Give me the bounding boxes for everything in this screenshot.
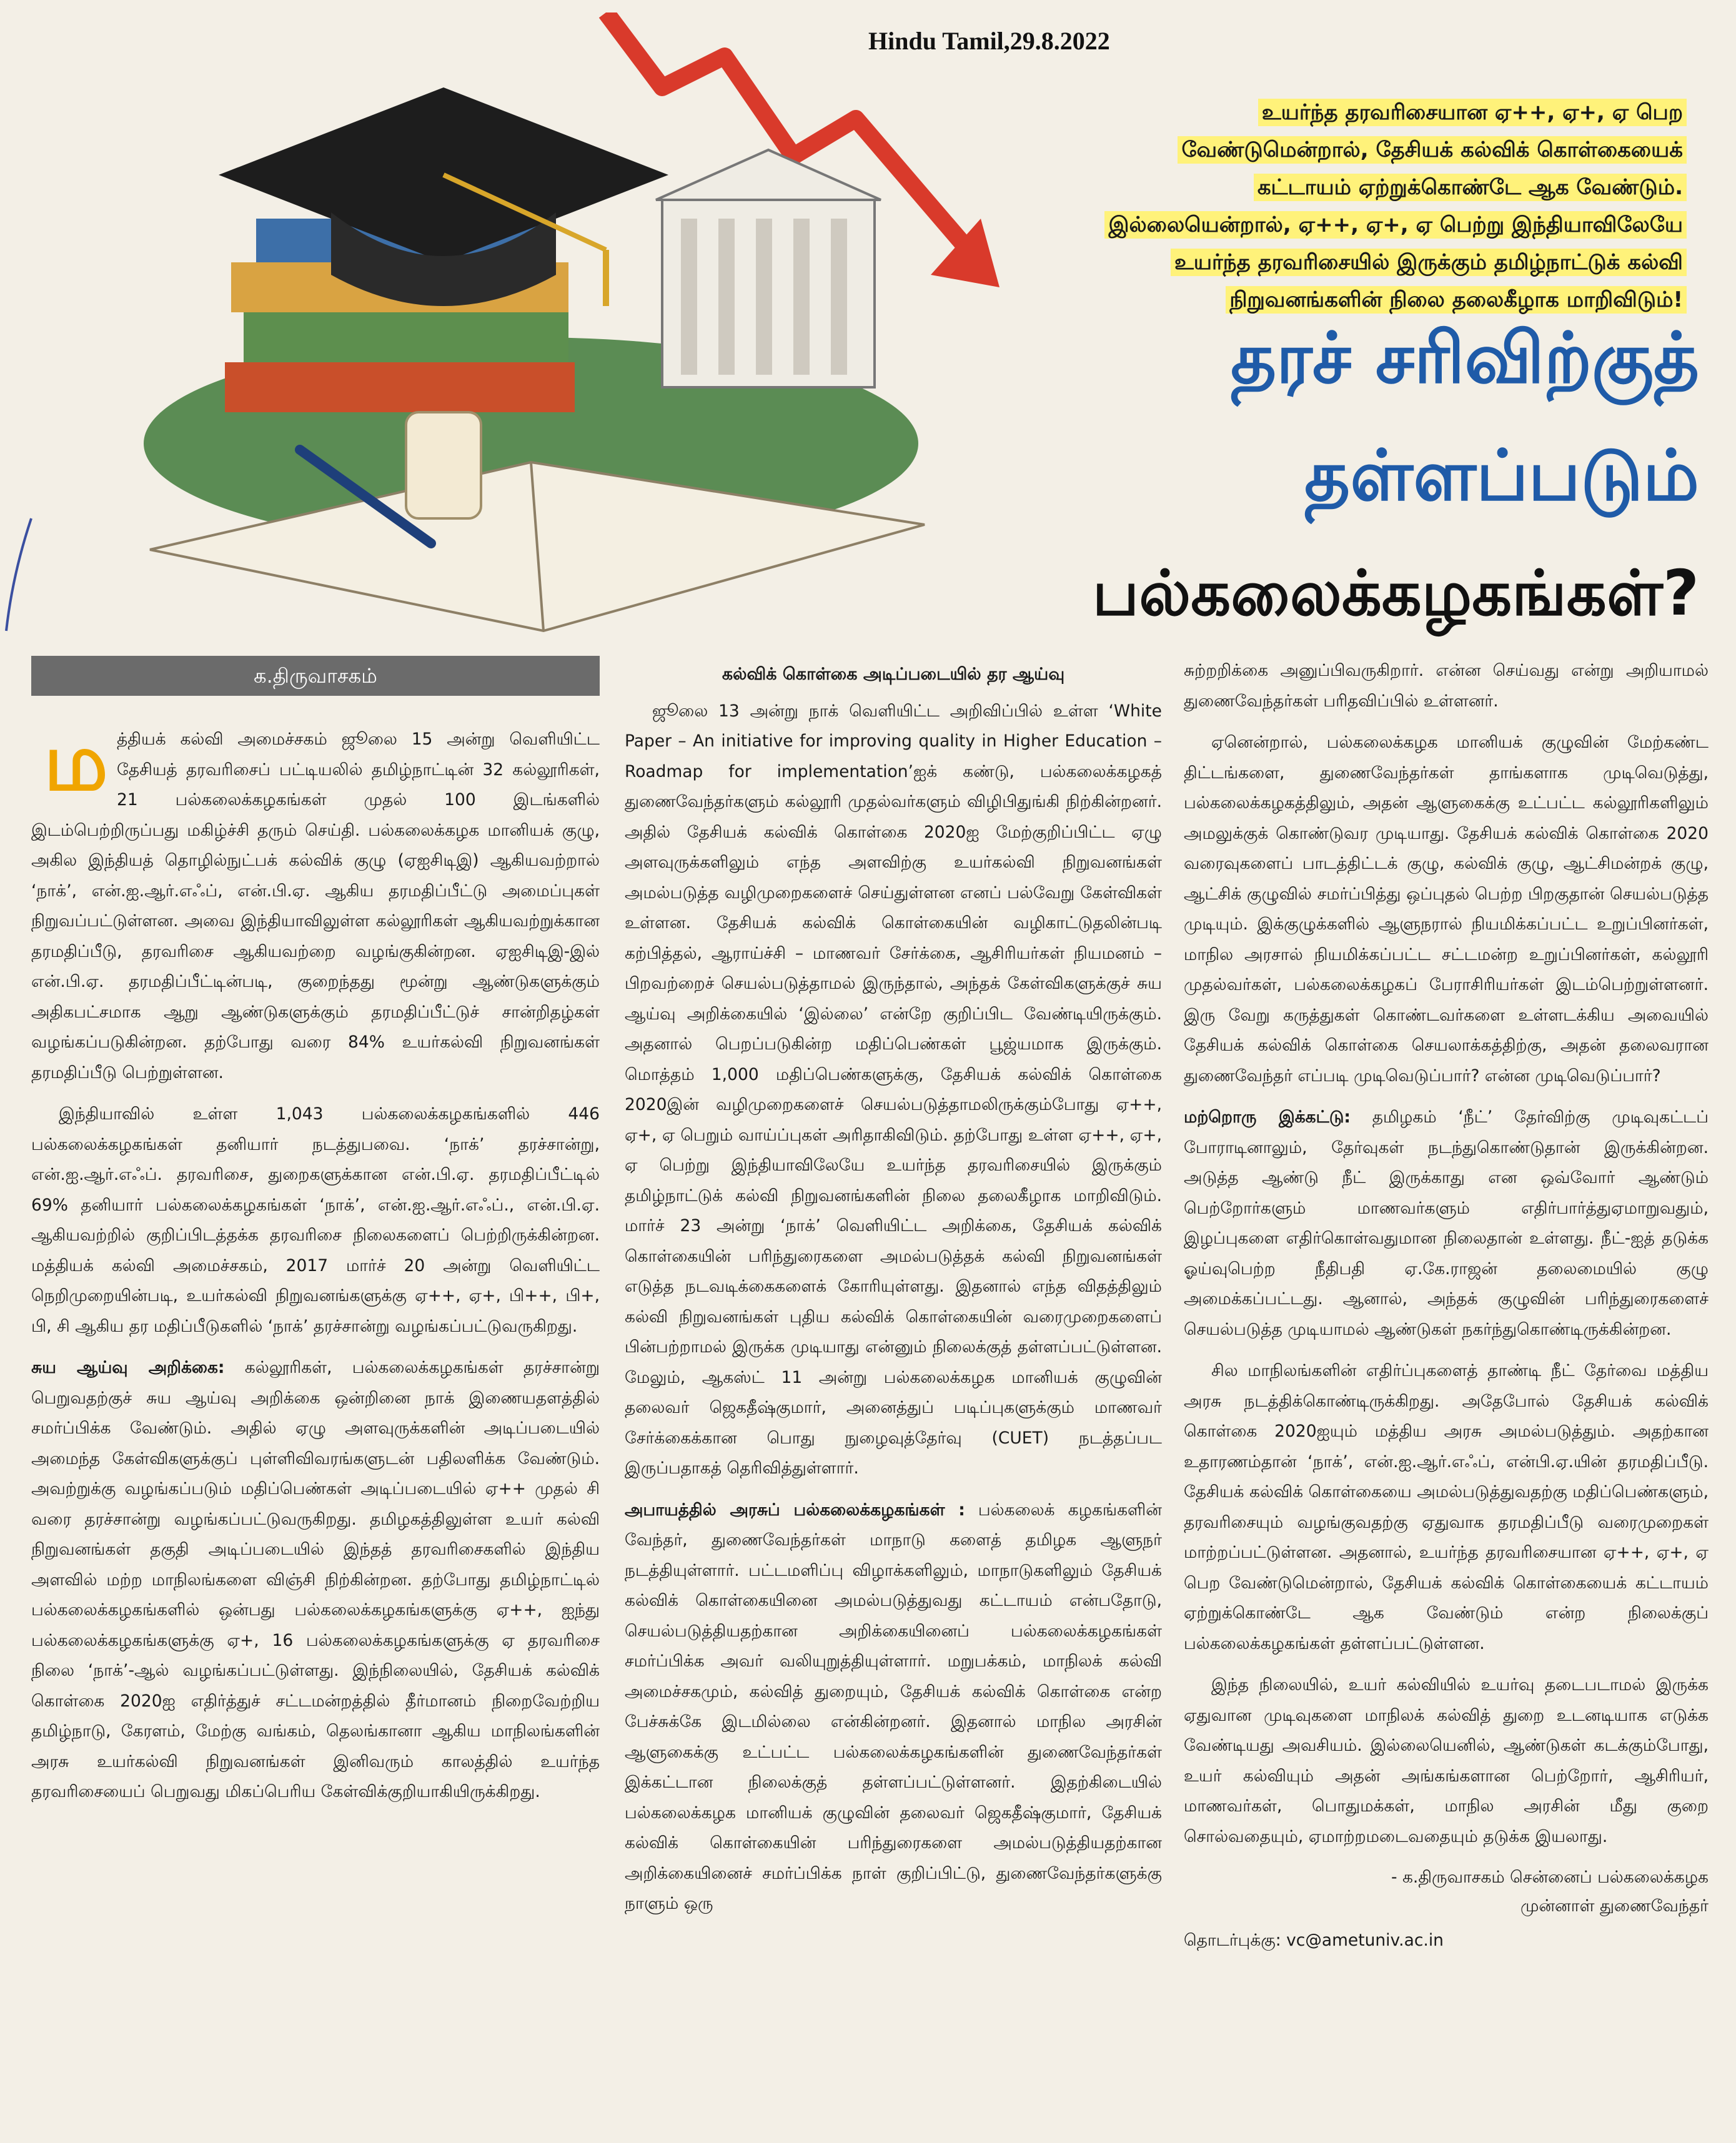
paragraph: சில மாநிலங்களின் எதிர்ப்புகளைத் தாண்டி நீட் தேர்வை மத்திய அரசு நடத்திக்கொண்டிருக்கிறது. அதேபோல் தேசியக் கல்விக் கொள்கை 2020ஐயும் மத்திய அரசு அமல்படுத்தும். அதற்கான உதாரணம்தான் ‘நாக்’, என்.ஐ.ஆர்.எஃப், என்பி.ஏ.யின் தரமதிப்பீடு. தேசியக் கல்விக் கொள்கையை அமல்படுத்துவதற்கு மதிப்பெண்களும், தரவரிசையும் வழங்குவதற்கு ஏதுவாக தரமதிப்பீடு வரைமுறைகள் மாற்றப்பட்டுள்ளன. அதனால், உயர்ந்த தரவரிசையான ஏ++, ஏ+, ஏ பெற வேண்டுமென்றால், தேசியக் கல்விக் கொள்கையைக் கட்டாயம் ஏற்றுக்கொண்டே ஆக வேண்டும் என்ற நிலைக்குப் பல்கலைக்கழகங்கள் தள்ளப்பட்டுள்ளன. <box>1184 1361 1709 1653</box>
intro-line: இல்லையென்றால், ஏ++, ஏ+, ஏ பெற்று இந்தியாவிலேயே <box>1104 211 1687 239</box>
article-column-3 <box>1184 656 1709 1956</box>
headline-line-3: பல்கலைக்கழகங்கள்? <box>1092 557 1699 630</box>
paragraph: இந்த நிலையில், உயர் கல்வியில் உயர்வு தடைபடாமல் இருக்க ஏதுவான முடிவுகளை மாநிலக் கல்வித் துறை உடனடியாக எடுக்க வேண்டியது அவசியம். இல்லையெனில், ஆண்டுகள் கடக்கும்போது, உயர் கல்வியும் அதன் அங்கங்களான பெற்றோர், ஆசிரியர், மாணவர்கள், பொதுமக்கள், மாநில அரசின் மீது குறை சொல்வதையும், ஏமாற்றமடைவதையும் தடுக்க இயலாது. <box>1184 1675 1709 1846</box>
section-lead: சுய ஆய்வு அறிக்கை: <box>31 1358 225 1377</box>
intro-line: உயர்ந்த தரவரிசையில் இருக்கும் தமிழ்நாட்டுக் கல்வி <box>1171 249 1687 276</box>
paragraph: ஏனென்றால், பல்கலைக்கழக மானியக் குழுவின் மேற்கண்ட திட்டங்களை, துணைவேந்தர்கள் தாங்களாக முடிவெடுத்து, பல்கலைக்கழகத்திலும், அதன் ஆளுகைக்கு உட்பட்ட கல்லூரிகளிலும் அமலுக்குக் கொண்டுவர முடியாது. தேசியக் கல்விக் கொள்கை 2020 வரைவுகளைப் பாடத்திட்டக் குழு, கல்விக் குழு, ஆட்சிமன்றக் குழு, ஆட்சிக் குழுவில் சமர்ப்பித்து ஒப்புதல் பெற்ற பிறகுதான் செயல்படுத்த முடியும். இக்குழுக்களில் ஆளுநரால் நியமிக்கப்பட்ட உறுப்பினர்கள், மாநில அரசால் நியமிக்கப்பட்ட சட்டமன்ற உறுப்பினர்கள், கல்லூரி முதல்வர்கள், பல்கலைக்கழகப் பேராசிரியர்கள் இடம்பெற்றுள்ளனர். இரு வேறு கருத்துகள் கொண்டவர்களை உள்ளடக்கிய அவையில் தேசியக் கல்விக் கொள்கை செயலாக்கத்திற்கு, அதன் தலைவரான துணைவேந்தர் எப்படி முடிவெடுப்பார்? என்ன முடிவெடுப்பார்? <box>1184 733 1709 1086</box>
intro-line: உயர்ந்த தரவரிசையான ஏ++, ஏ+, ஏ பெற <box>1258 99 1687 126</box>
signature-line: - க.திருவாசகம் சென்னைப் பல்கலைக்கழக <box>1391 1868 1709 1887</box>
paragraph: மத்தியக் கல்வி அமைச்சகம் ஜூலை 15 அன்று வெளியிட்ட தேசியத் தரவரிசைப் பட்டியலில் தமிழ்நாட்டின் 32 கல்லூரிகள், 21 பல்கலைக்கழகங்கள் முதல் 100 இடங்களில் இடம்பெற்றிருப்பது மகிழ்ச்சி தரும் செய்தி. பல்கலைக்கழக மானியக் குழு, அகில இந்தியத் தொழில்நுட்பக் கல்விக் குழு (ஏஐசிடிஇ) ஆகியவற்றால் ‘நாக்’, என்.ஐ.ஆர்.எஃப், என்.பி.ஏ. ஆகிய தரமதிப்பீட்டு அமைப்புகள் நிறுவப்பட்டுள்ளன. அவை இந்தியாவிலுள்ள கல்லூரிகள் ஆகியவற்றுக்கான தரமதிப்பீடு, தரவரிசை ஆகியவற்றை வழங்குகின்றன. ஏஐசிடிஇ-இல் என்.பி.ஏ. தரமதிப்பீட்டின்படி, குறைந்தது மூன்று ஆண்டுகளுக்கும் அதிகபட்சமாக ஆறு ஆண்டுகளுக்கும் தரமதிப்பீட்டுச் சான்றிதழ்கள் வழங்கப்படுகின்றன. தற்போது வரை 84% உயர்கல்வி நிறுவனங்கள் தரமதிப்பீடு பெற்றுள்ளன. <box>31 716 600 1082</box>
book <box>244 312 568 362</box>
building-roof <box>656 150 881 200</box>
paragraph: சுற்றறிக்கை அனுப்பிவருகிறார். என்ன செய்வது என்று அறியாமல் துணைவேந்தர்கள் பரிதவிப்பில் உள்ளனர். <box>1184 661 1709 711</box>
paragraph: அபாயத்தில் அரசுப் பல்கலைக்கழகங்கள் : பல்கலைக் கழகங்களின் வேந்தர், துணைவேந்தர்கள் மாநாடு களைத் தமிழக ஆளுநர் நடத்தியுள்ளார். பட்டமளிப்பு விழாக்களிலும், மாநாடுகளிலும் தேசியக் கல்விக் கொள்கையினை அமல்படுத்துவது கட்டாயம் என்பதோடு, செயல்படுத்தியதற்கான அறிக்கையினைப் பல்கலைக்கழகங்கள் சமர்ப்பிக்க அவர் வலியுறுத்தியுள்ளார். மறுபக்கம், மாநிலக் கல்வி அமைச்சகமும், கல்வித் துறையும், தேசியக் கல்விக் கொள்கை என்ற பேச்சுக்கே இடமில்லை என்கின்றனர். இதனால் மாநில அரசின் ஆளுகைக்கு உட்பட்ட பல்கலைக்கழகங்களின் துணைவேந்தர்கள் இக்கட்டான நிலைக்குத் தள்ளப்பட்டுள்ளனர். இதற்கிடையில் பல்கலைக்கழக மானியக் குழுவின் தலைவர் ஜெகதீஷ்குமார், தேசியக் கல்விக் கொள்கையின் பரிந்துரைகளை அமல்படுத்தியதற்கான அறிக்கையினைச் சமர்ப்பிக்க நாள் குறிப்பிட்டு, துணைவேந்தர்களுக்கு நாளும் ஒரு <box>625 1500 1163 1913</box>
intro-line: கட்டாயம் ஏற்றுக்கொண்டே ஆக வேண்டும். <box>1254 174 1687 201</box>
signature-line: முன்னாள் துணைவேந்தர் <box>1520 1896 1709 1916</box>
article-column-1 <box>31 716 600 1819</box>
drop-cap: ம <box>44 716 108 809</box>
article-column-2 <box>625 656 1162 1931</box>
section-lead: மற்றொரு இக்கட்டு: <box>1184 1107 1351 1127</box>
contact-line: தொடர்புக்கு: vc@ametuniv.ac.in <box>1184 1931 1444 1950</box>
paragraph: சுய ஆய்வு அறிக்கை: கல்லூரிகள், பல்கலைக்கழகங்கள் தரச்சான்று பெறுவதற்குச் சுய ஆய்வு அறிக்கை ஒன்றினை நாக் இணையதளத்தில் சமர்ப்பிக்க வேண்டும். அதில் ஏழு அளவுருக்களின் அடிப்படையில் அமைந்த கேள்விகளுக்குப் புள்ளிவிவரங்களுடன் பதிலளிக்க வேண்டும். அவற்றுக்கு வழங்கப்படும் மதிப்பெண்கள் அடிப்படையில் ஏ++ முதல் சி வரை தரச்சான்று வழங்கப்பட்டுவருகிறது. தமிழகத்திலுள்ள உயர் கல்வி நிறுவனங்கள் தகுதி அடிப்படையில் இந்தத் தரவரிசைகளில் இந்திய அளவில் மற்ற மாநிலங்களை விஞ்சி நிற்கின்றன. தற்போது தமிழ்நாட்டில் பல்கலைக்கழகங்களில் ஒன்பது பல்கலைக்கழகங்களுக்கு ஏ++, ஐந்து பல்கலைக்கழகங்களுக்கு ஏ+, 16 பல்கலைக்கழகங்களுக்கு ஏ தரவரிசை நிலை ‘நாக்’-ஆல் வழங்கப்பட்டுள்ளது. இந்நிலையில், தேசியக் கல்விக் கொள்கை 2020ஐ எதிர்த்துச் சட்டமன்றத்தில் தீர்மானம் நிறைவேற்றிய தமிழ்நாடு, கேரளம், மேற்கு வங்கம், தெலங்கானா ஆகிய மாநிலங்களின் அரசு உயர்கல்வி நிறுவனங்கள் இனிவரும் காலத்தில் உயர்ந்த தரவரிசையைப் பெறுவது மிகப்பெரிய கேள்விக்குறியாகியிருக்கிறது. <box>31 1358 600 1801</box>
book <box>225 362 575 412</box>
intro-line: நிறுவனங்களின் நிலை தலைகீழாக மாறிவிடும்! <box>1226 286 1687 314</box>
intro-line: வேண்டுமென்றால், தேசியக் கல்விக் கொள்கையைக் <box>1178 136 1687 164</box>
newspaper-source-line: Hindu Tamil,29.8.2022 <box>868 27 1110 55</box>
headline-line-1: தரச் சரிவிற்குத் <box>1231 318 1699 399</box>
section-lead: அபாயத்தில் அரசுப் பல்கலைக்கழகங்கள் : <box>625 1500 965 1520</box>
author-signature <box>1184 1863 1709 1921</box>
paragraph: ஜூலை 13 அன்று நாக் வெளியிட்ட அறிவிப்பில் உள்ள ‘White Paper – An initiative for improving quality in Higher Education – Roadmap for implementation’ஐக் கண்டு, பல்கலைக்கழகத் துணைவேந்தர்களும் கல்லூரி முதல்வர்களும் விழிபிதுங்கி நிற்கின்றனர். அதில் தேசியக் கல்விக் கொள்கை 2020ஐ மேற்குறிப்பிட்ட ஏழு அளவுருக்களிலும் எந்த அளவிற்கு உயர்கல்வி நிறுவனங்கள் அமல்படுத்த வழிமுறைகளைச் செய்துள்ளன எனப் பல்வேறு கேள்விகள் உள்ளன. தேசியக் கல்விக் கொள்கையின் வழிகாட்டுதலின்படி கற்பித்தல், ஆராய்ச்சி – மாணவர் சேர்க்கை, ஆசிரியர்கள் நியமனம் – பிறவற்றைச் செயல்படுத்தாமல் இருந்தால், அந்தக் கேள்விகளுக்குச் சுய ஆய்வு அறிக்கையில் ‘இல்லை’ என்றே குறிப்பிட வேண்டியிருக்கும். அதனால் பெறப்படுகின்ற மதிப்பெண்கள் பூஜ்யமாக இருக்கும். மொத்தம் 1,000 மதிப்பெண்களுக்கு, தேசியக் கல்விக் கொள்கை 2020இன் வழிமுறைகளைச் செயல்படுத்தாமலிருக்கும்போது ஏ++, ஏ+, ஏ பெறும் வாய்ப்புகள் அரிதாகிவிடும். தற்போது உள்ள ஏ++, ஏ+, ஏ பெற்று இந்தியாவிலேயே உயர்ந்த தரவரிசையில் இருக்கும் தமிழ்நாட்டுக் கல்வி நிறுவனங்களின் நிலை தலைகீழாக மாறிவிடும். மார்ச் 23 அன்று ‘நாக்’ வெளியிட்ட அறிக்கை, தேசியக் கல்விக் கொள்கையின் பரிந்துரைகளை அமல்படுத்தக் கல்வி நிறுவனங்கள் எடுத்த நடவடிக்கைகளைக் கோரியுள்ளது. இதனால் எந்த விதத்திலும் கல்வி நிறுவனங்கள் புதிய கல்விக் கொள்கையின் வரைமுறைகளைப் பின்பற்றாமல் இருக்க முடியாது என்னும் நிலைக்குத் தள்ளப்பட்டுள்ளன. மேலும், ஆகஸ்ட் 11 அன்று பல்கலைக்கழக மானியக் குழுவின் தலைவர் ஜெகதீஷ்குமார், அனைத்துப் படிப்புகளுக்கும் மாணவர் சேர்க்கைக்கான பொது நுழைவுத்தேர்வு (CUET) நடத்தப்பட இருப்பதாகத் தெரிவித்துள்ளார். <box>625 701 1162 1478</box>
highlighted-intro <box>1099 94 1687 319</box>
paragraph: இந்தியாவில் உள்ள 1,043 பல்கலைக்கழகங்களில் 446 பல்கலைக்கழகங்கள் தனியார் நடத்துபவை. ‘நாக்’ தரச்சான்று, என்.ஐ.ஆர்.எஃப். தரவரிசை, துறைகளுக்கான என்.பி.ஏ. தரமதிப்பீட்டில் 69% தனியார் பல்கலைக்கழகங்கள் ‘நாக்’, என்.ஐ.ஆர்.எஃப்., என்.பி.ஏ. ஆகியவற்றில் குறிப்பிடத்தக்க தரவரிசை நிலைகளைப் பெற்றிருக்கின்றன. மத்தியக் கல்வி அமைச்சகம், 2017 மார்ச் 20 அன்று வெளியிட்ட நெறிமுறையின்படி, உயர்கல்வி நிறுவனங்களுக்கு ஏ++, ஏ+, பி++, பி+, பி, சி ஆகிய தர மதிப்பீடுகளில் ‘நாக்’ தரச்சான்று வழங்கப்பட்டுவருகிறது. <box>31 1104 600 1336</box>
diploma-scroll <box>406 412 481 518</box>
paragraph: மற்றொரு இக்கட்டு: தமிழகம் ‘நீட்’ தேர்விற்கு முடிவுகட்டப் போராடினாலும், தேர்வுகள் நடந்துகொண்டுதான் இருக்கின்றன. அடுத்த ஆண்டு நீட் இருக்காது என ஒவ்வோர் ஆண்டும் பெற்றோர்களும் மாணவர்களும் எதிர்பார்த்துஏமாறுவதும், இழப்புகளை எதிர்கொள்வதுமான நிலைதான் உள்ளது. நீட்-ஐத் தடுக்க ஓய்வுபெற்ற நீதிபதி ஏ.கே.ராஜன் தலைமையில் குழு அமைக்கப்பட்டது. ஆனால், அந்தக் குழுவின் பரிந்துரைகளைச் செயல்படுத்த முடியாமல் ஆண்டுகள் நகர்ந்துகொண்டிருக்கின்றன. <box>1184 1107 1709 1339</box>
section-subheading: கல்விக் கொள்கை அடிப்படையில் தர ஆய்வு <box>722 665 1065 684</box>
pen-tick-mark <box>0 512 37 637</box>
headline-line-2: தள்ளப்படும் <box>1304 435 1699 517</box>
author-byline: க.திருவாசகம் <box>31 656 600 696</box>
article-headline <box>675 300 1699 652</box>
